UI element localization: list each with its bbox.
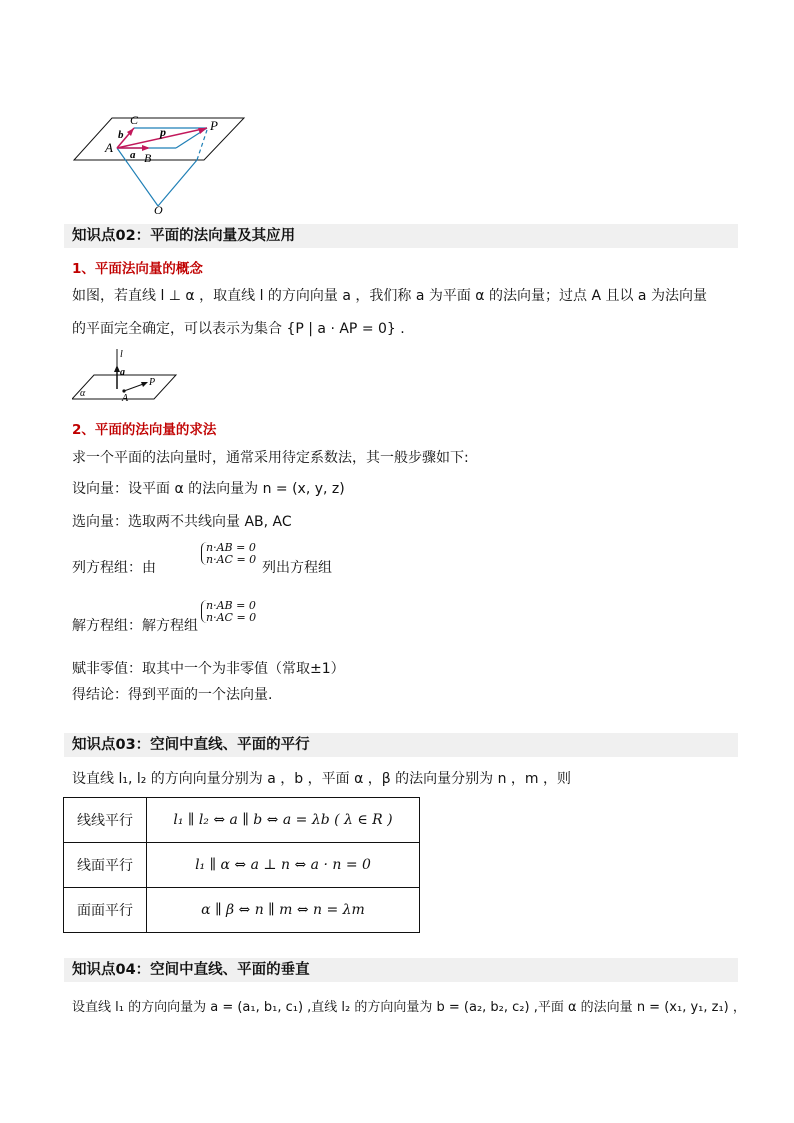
table-cell-label: 线线平行: [64, 798, 147, 843]
table-row: [64, 798, 420, 843]
step-set-vector: 设向量：设平面 α 的法向量为 n = (x, y, z): [72, 481, 345, 497]
table-cell-formula: l₁ ∥ l₂ ⇔ a ∥ b ⇔ a = λb ( λ ∈ R ): [147, 798, 420, 843]
fig2-label-a: a: [120, 367, 125, 378]
system1-eq1: n·AB = 0: [206, 541, 256, 554]
fig1-label-O: O: [154, 203, 163, 215]
fig2-label-P: P: [149, 377, 156, 388]
fig1-label-b: b: [118, 129, 124, 141]
system1-eq2: n·AC = 0: [206, 552, 257, 566]
subheading-normal-vector-method: 2、平面的法向量的求法: [72, 422, 217, 438]
section-heading-02: 知识点02：平面的法向量及其应用: [64, 224, 738, 248]
fig2-label-l: l: [120, 349, 123, 360]
subheading-normal-vector-concept: 1、平面法向量的概念: [72, 261, 203, 277]
section-heading-04: 知识点04：空间中直线、平面的垂直: [64, 958, 738, 982]
figure-line-perpendicular-plane: [72, 345, 182, 403]
section-heading-03: 知识点03：空间中直线、平面的平行: [64, 733, 738, 757]
fig2-label-A: A: [122, 393, 129, 403]
parallel-intro: 设直线 l₁, l₂ 的方向向量分别为 a ，b ，平面 α ，β 的法向量分别为 n ，m ，则: [72, 771, 571, 787]
system2-eq2: n·AC = 0: [206, 610, 257, 624]
table-row: [64, 843, 420, 888]
fig1-label-p: p: [160, 125, 166, 139]
table-cell-formula: α ∥ β ⇔ n ∥ m ⇔ n = λm: [147, 888, 420, 933]
step-solve-equations-prefix: 解方程组：解方程组: [72, 618, 198, 634]
step-choose-vectors: 选向量：选取两不共线向量 AB, AC: [72, 514, 292, 530]
step-assign-nonzero: 赋非零值：取其中一个为非零值（常取±1）: [72, 661, 345, 677]
step-list-equations-prefix: 列方程组：由: [72, 560, 156, 576]
table-cell-label: 面面平行: [64, 888, 147, 933]
method-intro: 求一个平面的法向量时，通常采用待定系数法，其一般步骤如下:: [72, 450, 469, 466]
step-conclusion: 得结论：得到平面的一个法向量.: [72, 687, 273, 703]
equation-system-2: [201, 600, 256, 623]
fig1-label-P: P: [210, 118, 218, 133]
system2-eq1: n·AB = 0: [206, 599, 256, 612]
fig1-label-B: B: [144, 151, 152, 165]
fig1-label-A: A: [105, 140, 113, 155]
step-list-equations-suffix: 列出方程组: [262, 560, 332, 576]
fig2-label-alpha: α: [80, 388, 86, 399]
table-cell-label: 线面平行: [64, 843, 147, 888]
figure-plane-vectors: [72, 110, 252, 215]
paragraph-line-2: 的平面完全确定，可以表示为集合 {P | a · AP = 0} .: [72, 321, 405, 337]
equation-system-1: [201, 542, 256, 565]
fig1-label-C: C: [130, 113, 139, 127]
paragraph-line-1: 如图，若直线 l ⊥ α ，取直线 l 的方向向量 a ，我们称 a 为平面 α 的法向量；过点 A 且以 a 为法向量: [72, 288, 707, 304]
table-row: [64, 888, 420, 933]
parallel-table: [63, 797, 420, 933]
table-cell-formula: l₁ ∥ α ⇔ a ⊥ n ⇔ a · n = 0: [147, 843, 420, 888]
perpendicular-intro: 设直线 l₁ 的方向向量为 a = (a₁, b₁, c₁) ,直线 l₂ 的方向向量为 b = (a₂, b₂, c₂) ,平面 α 的法向量 n = (x₁, y₁, z₁) ，: [72, 1000, 746, 1015]
fig1-label-a: a: [130, 149, 136, 161]
